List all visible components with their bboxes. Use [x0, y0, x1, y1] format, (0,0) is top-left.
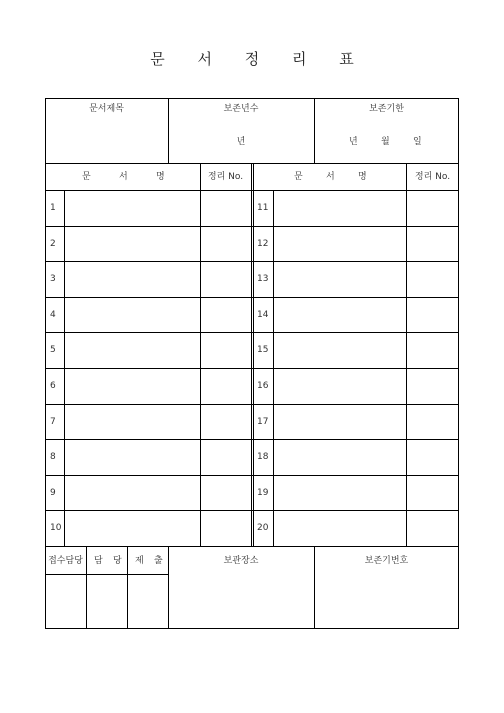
row-divider: [45, 368, 459, 369]
footer-col-divider-2: [127, 546, 128, 629]
row-number-right: 11: [257, 203, 269, 213]
row-number-right: 12: [257, 239, 269, 249]
row-number-right: 15: [257, 345, 269, 355]
left-doc-name-header-1: 문: [82, 172, 91, 182]
column-header-divider: [45, 190, 459, 191]
handler-label-2: 당: [113, 556, 122, 566]
row-number-left: 6: [50, 381, 56, 391]
document-form-table: [45, 98, 459, 629]
row-number-left: 1: [50, 203, 56, 213]
handler-label-1: 담: [94, 556, 103, 566]
period-month-unit: 월: [381, 137, 390, 147]
row-divider: [45, 332, 459, 333]
right-doc-name-header-3: 명: [358, 172, 367, 182]
submit-label-2: 출: [154, 556, 163, 566]
middle-divider-a: [251, 163, 252, 546]
row-number-left: 7: [50, 417, 56, 427]
left-doc-name-header-2: 서: [119, 172, 128, 182]
left-file-no-header: 정리 No.: [207, 172, 244, 182]
row-number-left: 2: [50, 239, 56, 249]
row-divider: [45, 404, 459, 405]
right-doc-name-header-2: 서: [326, 172, 335, 182]
left-fileno-col-divider: [200, 163, 201, 546]
doc-title-label: 문서제목: [89, 104, 124, 114]
row-divider: [45, 261, 459, 262]
footer-col-divider-1: [86, 546, 87, 629]
header-divider: [45, 163, 459, 164]
submit-label-1: 제: [135, 556, 144, 566]
left-number-col-divider: [64, 190, 65, 546]
period-year-unit: 년: [349, 137, 358, 147]
row-divider: [45, 510, 459, 511]
left-doc-name-header-3: 명: [156, 172, 165, 182]
row-divider: [45, 439, 459, 440]
receiver-label: 접수담당: [48, 556, 83, 566]
row-divider: [45, 226, 459, 227]
row-number-left: 8: [50, 452, 56, 462]
row-number-left: 10: [50, 523, 62, 533]
row-number-right: 19: [257, 488, 269, 498]
right-doc-name-header-1: 문: [294, 172, 303, 182]
storage-place-label: 보관장소: [223, 556, 259, 566]
row-divider: [45, 297, 459, 298]
retention-number-label: 보존기번호: [364, 556, 409, 566]
retention-years-unit: 년: [236, 137, 246, 147]
row-number-right: 18: [257, 452, 269, 462]
footer-sign-divider: [45, 574, 168, 575]
period-day-unit: 일: [413, 137, 422, 147]
row-number-right: 20: [257, 523, 269, 533]
row-number-left: 4: [50, 310, 56, 320]
row-number-left: 9: [50, 488, 56, 498]
row-divider: [45, 475, 459, 476]
row-number-left: 5: [50, 345, 56, 355]
retention-years-label: 보존년수: [223, 104, 259, 114]
row-number-right: 17: [257, 417, 269, 427]
retention-period-label: 보존기한: [369, 104, 404, 114]
right-file-no-header: 정리 No.: [414, 172, 451, 182]
row-number-right: 16: [257, 381, 269, 391]
footer-divider: [45, 546, 459, 547]
row-number-left: 3: [50, 274, 56, 284]
row-number-right: 14: [257, 310, 269, 320]
right-fileno-col-divider: [406, 163, 407, 546]
middle-divider-b: [253, 163, 254, 546]
page-title: 문 서 정 리 표: [150, 50, 368, 68]
right-number-col-divider: [273, 190, 274, 546]
row-number-right: 13: [257, 274, 269, 284]
